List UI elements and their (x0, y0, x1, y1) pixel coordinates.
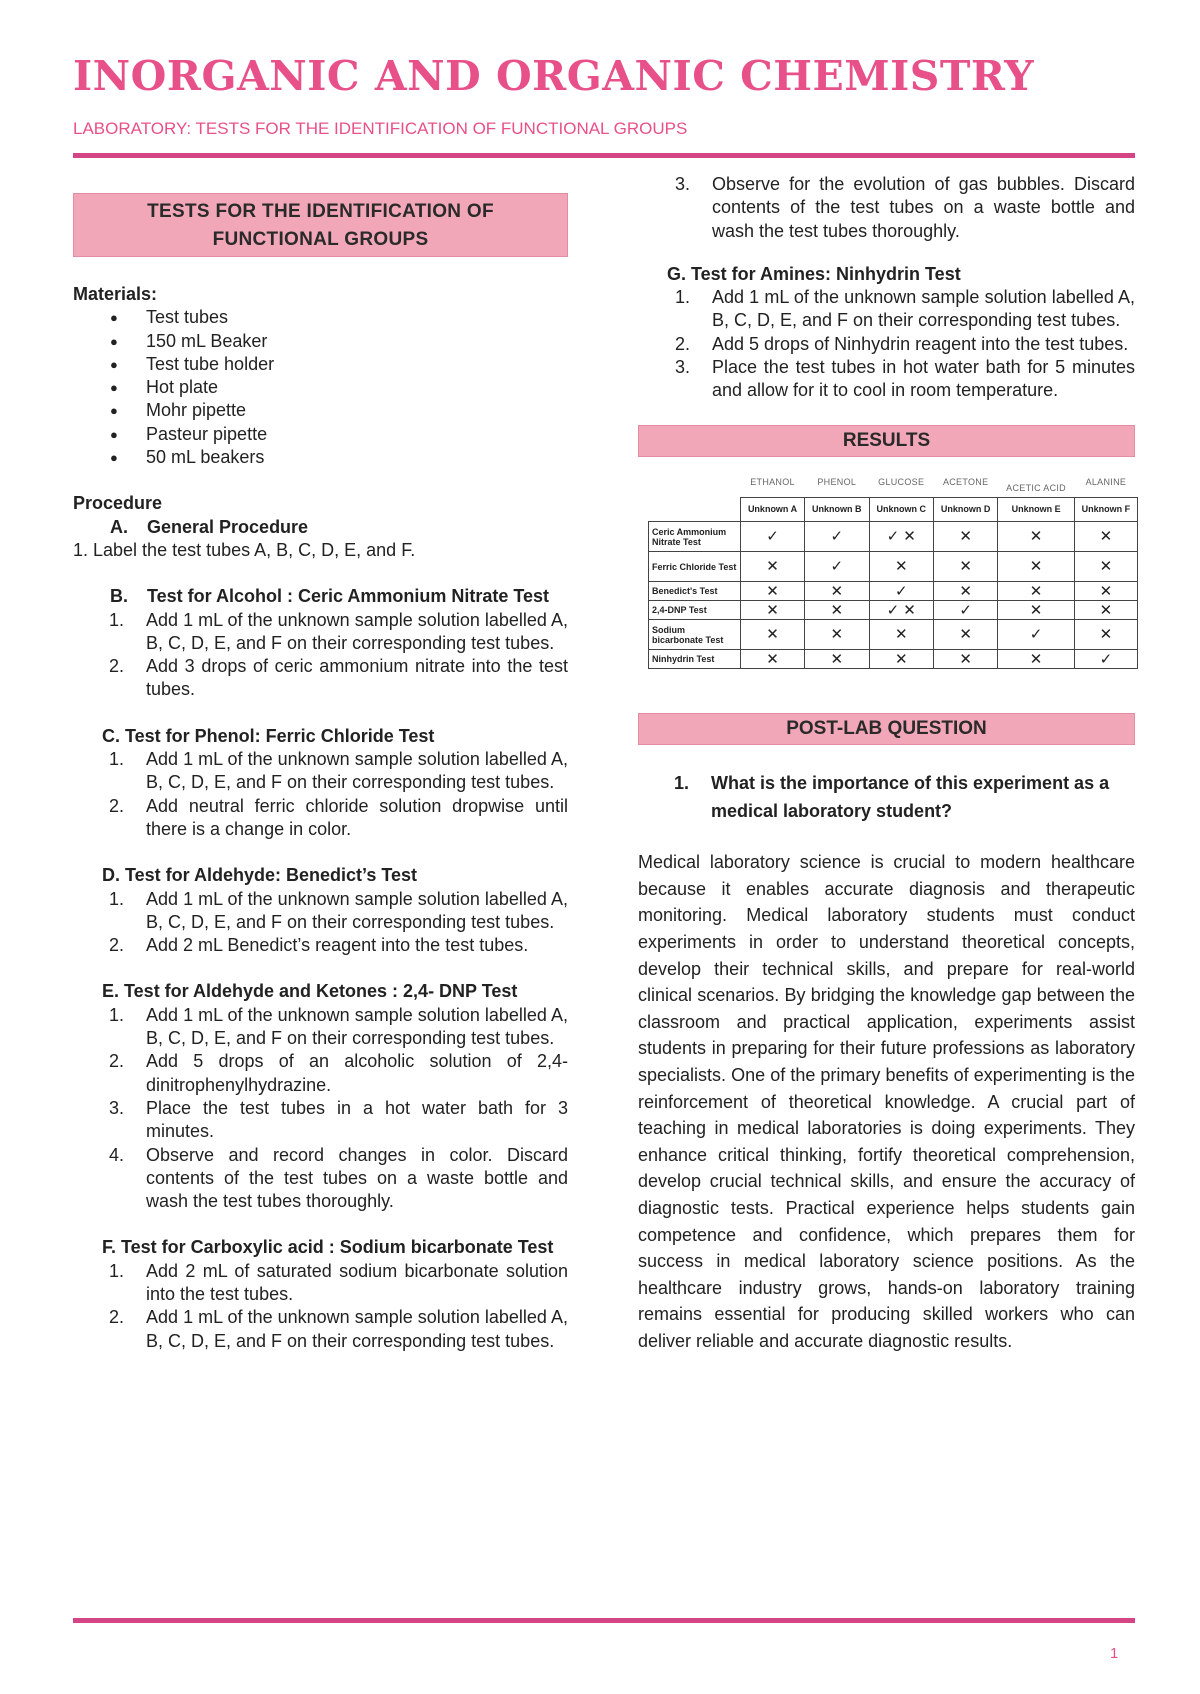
result-cell: ✕ (741, 582, 805, 601)
alcohol-test-heading (73, 585, 568, 608)
result-cell: ✓ (805, 552, 869, 582)
list-item: 3. Observe for the evolution of gas bubbles. Discard contents of the test tubes on a waste bottle and wash the test tubes thoroughly. (675, 174, 1135, 241)
result-cell: ✕ (741, 552, 805, 582)
unknown-header: Unknown A (741, 497, 805, 521)
result-cell: ✕ (805, 582, 869, 601)
list-item: 2. Add neutral ferric chloride solution dropwise until there is a change in color. (109, 795, 568, 839)
results-heading: RESULTS (638, 425, 1135, 457)
result-cell: ✕ (741, 601, 805, 620)
result-cell: ✕ (741, 650, 805, 669)
test-name-cell: 2,4-DNP Test (649, 601, 741, 620)
test-name-cell: Ferric Chloride Test (649, 552, 741, 582)
list-item: 2. Add 3 drops of ceric ammonium nitrate into the test tubes. (109, 656, 568, 700)
aldehyde-test-heading: D. Test for Aldehyde: Benedict’s Test (102, 865, 418, 886)
result-cell: ✕ (998, 552, 1074, 582)
list-item: ● Test tube holder (110, 353, 568, 376)
result-cell: ✓ (741, 522, 805, 552)
table-corner (649, 471, 741, 498)
result-cell: ✕ (805, 601, 869, 620)
table-row (649, 620, 1138, 650)
list-item: 2. Add 5 drops of an alcoholic solution of 2,4-dinitrophenylhydrazine. (109, 1051, 568, 1095)
list-item: 2. Add 1 mL of the unknown sample solution labelled A, B, C, D, E, and F on their corresponding test tubes. (109, 1307, 568, 1351)
materials-list (110, 306, 568, 469)
alcohol-test-steps (109, 609, 568, 702)
result-cell: ✕ (869, 620, 933, 650)
unknown-header: Unknown E (998, 497, 1074, 521)
result-cell: ✕ (805, 620, 869, 650)
page-subtitle: LABORATORY: TESTS FOR THE IDENTIFICATION OF FUNCTIONAL GROUPS (73, 119, 688, 138)
phenol-test-heading: C. Test for Phenol: Ferric Chloride Test (102, 725, 435, 746)
result-cell: ✓ (805, 522, 869, 552)
result-cell: ✕ (1074, 522, 1137, 552)
list-item: 1. Add 1 mL of the unknown sample solution labelled A, B, C, D, E, and F on their corresponding test tubes. (109, 749, 568, 793)
result-cell: ✕ (805, 650, 869, 669)
procedure-label: Procedure (73, 493, 163, 514)
table-row (649, 650, 1138, 669)
footer-divider (73, 1618, 1135, 1623)
postlab-question (638, 769, 1135, 825)
chemical-label: ACETIC ACID (1006, 482, 1066, 493)
list-item: ● 150 mL Beaker (110, 330, 568, 353)
tests-heading-line-1: TESTS FOR THE IDENTIFICATION OF (147, 201, 494, 222)
table-row (649, 522, 1138, 552)
result-cell: ✕ (998, 582, 1074, 601)
list-item: 3. Place the test tubes in a hot water bath for 3 minutes. (109, 1097, 568, 1142)
heading-text: General Procedure (147, 516, 309, 537)
result-cell: ✕ (1074, 582, 1137, 601)
chemical-label: ACETONE (942, 476, 989, 487)
list-item: 1. Add 1 mL of the unknown sample solution labelled A, B, C, D, E, and F on their corresponding test tubes. (109, 1004, 568, 1049)
general-procedure-step: 1. Label the test tubes A, B, C, D, E, and F. (73, 539, 416, 560)
heading-letter: B. (110, 586, 128, 607)
list-item: 3. Place the test tubes in hot water bath for 5 minutes and allow for it to cool in room temperature. (675, 357, 1135, 401)
test-name-cell: Ceric Ammonium Nitrate Test (649, 522, 741, 552)
dnp-test-heading: E. Test for Aldehyde and Ketones : 2,4- DNP Test (102, 981, 518, 1002)
chemical-label: ALANINE (1085, 476, 1127, 487)
list-item: ● Hot plate (110, 376, 568, 399)
test-name-cell: Sodium bicarbonate Test (649, 620, 741, 650)
result-cell: ✕ (741, 620, 805, 650)
unknown-header: Unknown B (805, 497, 869, 521)
list-item: 1. Add 1 mL of the unknown sample solution labelled A, B, C, D, E, and F on their corresponding test tubes. (109, 888, 568, 932)
test-name-cell: Benedict's Test (649, 582, 741, 601)
result-cell: ✓ ✕ (869, 522, 933, 552)
phenol-test-steps (109, 748, 568, 841)
result-cell: ✕ (933, 522, 997, 552)
list-item: 2. Add 5 drops of Ninhydrin reagent into the test tubes. (675, 333, 1129, 354)
list-item: ● 50 mL beakers (110, 446, 568, 469)
postlab-heading: POST-LAB QUESTION (638, 713, 1135, 745)
list-item: 4. Observe and record changes in color. Discard contents of the test tubes on a waste bottle and wash the test tubes thoroughly. (109, 1144, 568, 1212)
result-cell: ✕ (998, 522, 1074, 552)
general-procedure-heading (73, 516, 568, 539)
result-cell: ✕ (933, 620, 997, 650)
list-item: ● Test tubes (110, 306, 568, 329)
carboxylic-test-heading: F. Test for Carboxylic acid : Sodium bicarbonate Test (102, 1237, 554, 1258)
chemical-label: ETHANOL (750, 476, 795, 487)
result-cell: ✕ (998, 650, 1074, 669)
tests-section-heading (73, 193, 568, 257)
result-cell: ✕ (869, 552, 933, 582)
result-cell: ✕ (933, 552, 997, 582)
unknown-header: Unknown F (1074, 497, 1137, 521)
table-row (649, 552, 1138, 582)
page-title: INORGANIC AND ORGANIC CHEMISTRY (73, 52, 1035, 100)
dnp-test-steps (109, 1004, 568, 1214)
left-column (73, 193, 568, 1353)
list-item: 2. Add 2 mL Benedict’s reagent into the test tubes. (109, 935, 529, 956)
aldehyde-test-steps (109, 888, 568, 958)
result-cell: ✕ (933, 582, 997, 601)
table-corner (649, 497, 741, 521)
list-item: 1. Add 1 mL of the unknown sample solution labelled A, B, C, D, E, and F on their corresponding test tubes. (675, 287, 1135, 331)
result-cell: ✕ (1074, 620, 1137, 650)
carboxylic-test-steps-continued (675, 173, 1135, 243)
question-text: What is the importance of this experiment as a medical laboratory student? (711, 773, 1110, 822)
result-cell: ✓ (933, 601, 997, 620)
amine-test-steps (675, 286, 1135, 402)
results-table (648, 471, 1138, 670)
list-item: ● Pasteur pipette (110, 423, 568, 446)
question-number: 1. (674, 773, 690, 794)
result-cell: ✕ (998, 601, 1074, 620)
list-item: 1. Add 2 mL of saturated sodium bicarbonate solution into the test tubes. (109, 1260, 568, 1304)
result-cell: ✓ (869, 582, 933, 601)
amine-test-heading: G. Test for Amines: Ninhydrin Test (667, 263, 961, 284)
result-cell: ✓ (998, 620, 1074, 650)
table-row (649, 601, 1138, 620)
heading-text: Test for Alcohol : Ceric Ammonium Nitrate Test (147, 586, 550, 607)
tests-heading-line-2: FUNCTIONAL GROUPS (212, 229, 429, 250)
result-cell: ✓ ✕ (869, 601, 933, 620)
results-table-body (649, 522, 1138, 669)
result-cell: ✕ (1074, 552, 1137, 582)
list-item: ● Mohr pipette (110, 399, 568, 422)
test-name-cell: Ninhydrin Test (649, 650, 741, 669)
postlab-answer: Medical laboratory science is crucial to modern healthcare because it enables accurate diagnosis and therapeutic monitoring. Medical laboratory students must conduct experiments in order to understand theoretical concepts, develop their technical skills, and prepare for real-world clinical scenarios. By bridging the knowledge gap between the classroom and practical application, experiments assist students in preparing for their future professions as laboratory specialists. One of the primary benefits of experimenting is the reinforcement of theoretical knowledge. A crucial part of teaching in medical laboratories is doing experiments. They enhance critical thinking, fortify theoretical comprehension, develop crucial technical skills, and ensure the accuracy of diagnostic tests. Practical experience helps students gain competence and confidence, which prepares them for success in medical laboratory science positions. As the healthcare industry grows, hands-on laboratory training remains essential for producing skilled workers who can deliver reliable and accurate diagnostic results. (638, 852, 1135, 1351)
result-cell: ✓ (1074, 650, 1137, 669)
unknown-header: Unknown C (869, 497, 933, 521)
right-column (638, 173, 1135, 1355)
materials-label: Materials: (73, 284, 158, 304)
chemical-label: PHENOL (817, 476, 857, 487)
heading-letter: A. (110, 516, 128, 537)
table-row (649, 582, 1138, 601)
page-number: 1 (1110, 1645, 1119, 1662)
result-cell: ✕ (869, 650, 933, 669)
carboxylic-test-steps (109, 1260, 568, 1353)
result-cell: ✕ (1074, 601, 1137, 620)
header-divider (73, 153, 1135, 158)
list-item: 1. Add 1 mL of the unknown sample solution labelled A, B, C, D, E, and F on their corresponding test tubes. (109, 609, 568, 653)
unknown-header: Unknown D (933, 497, 997, 521)
result-cell: ✕ (933, 650, 997, 669)
chemical-label: GLUCOSE (878, 476, 925, 487)
